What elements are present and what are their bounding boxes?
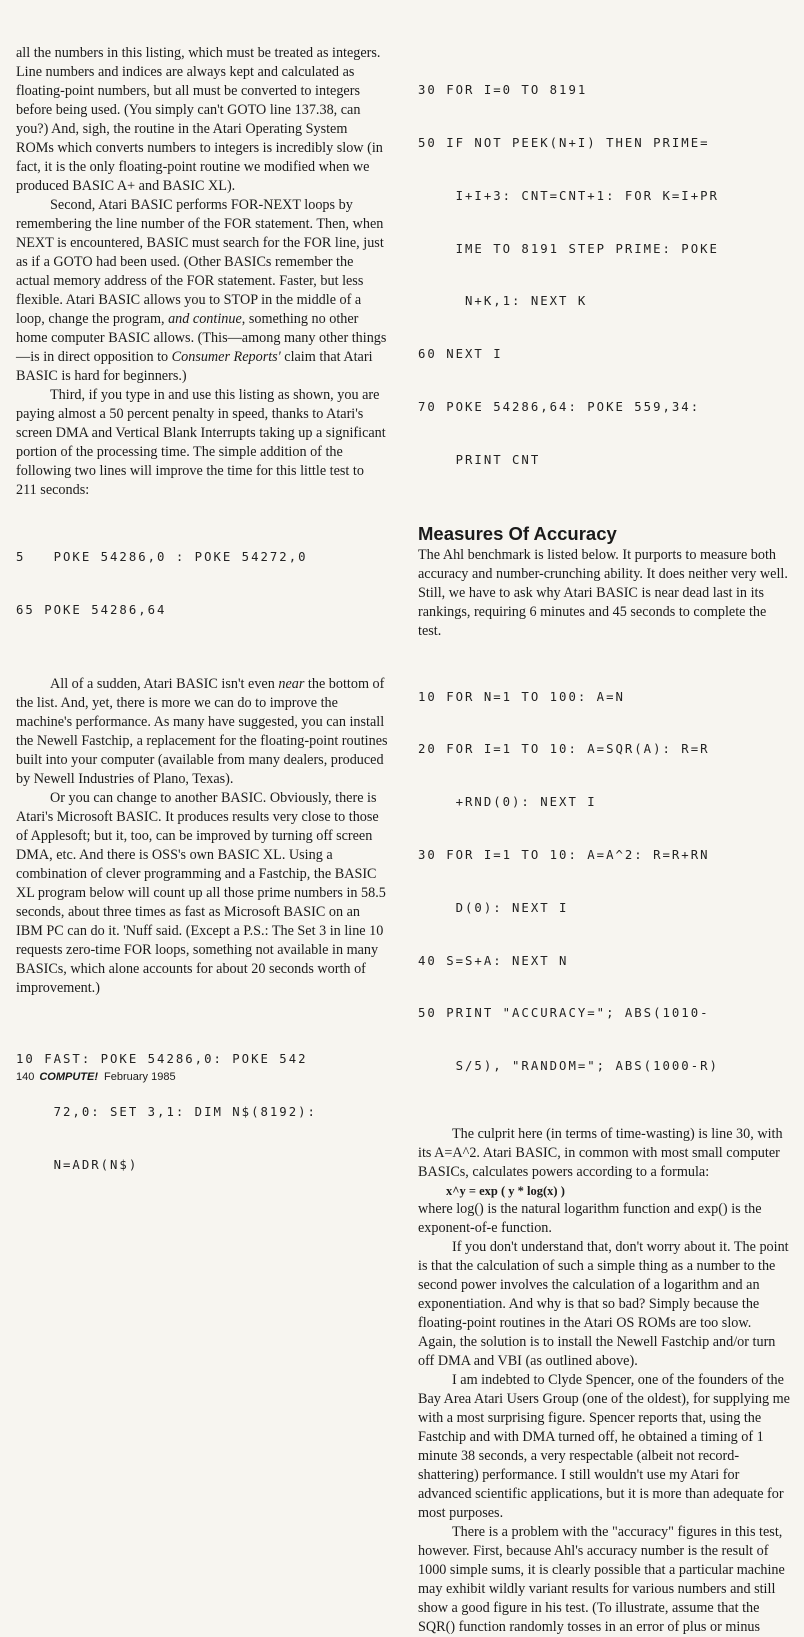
- code-line: +RND(0): NEXT I: [418, 795, 597, 810]
- code-listing-4: [418, 653, 790, 1110]
- paragraph-4: [16, 675, 388, 789]
- code-line: 10 FOR N=1 TO 100: A=N: [418, 689, 625, 704]
- code-line: 50 IF NOT PEEK(N+I) THEN PRIME=: [418, 135, 710, 150]
- paragraph-3: Third, if you type in and use this listing as shown, you are paying almost a 50 percent penalty in speed, thanks to Atari's screen DMA and Vertical Blank Interrupts taking up a significant portion of the processing time. The simple addition of the following two lines will improve the time for this little test to 211 seconds:: [16, 387, 386, 498]
- p4-text-a: All of a sudden, Atari BASIC isn't even: [50, 675, 279, 692]
- p2-text-c: claim that Atari BASIC is hard for beginners.): [16, 349, 373, 384]
- code-line: 30 FOR I=1 TO 10: A=A^2: R=R+RN: [418, 847, 710, 862]
- page-number: 140: [16, 1071, 35, 1083]
- section-heading: Measures Of Accuracy: [418, 523, 617, 545]
- code-listing-2: [16, 1016, 388, 1210]
- paragraph-9: If you don't understand that, don't worry about it. The point is that the calculation of such a simple thing as a number to the second power involves the calculation of a logarithm and an exponentiation. And why is that so bad? Simply because the floating-point routines in the Atari OS ROMs are too slow. Again, the solution is to install the Newell Fastchip and/or turn off DMA and VBI (as outlined above).: [418, 1238, 789, 1369]
- code-listing-3: [418, 47, 790, 504]
- code-line: 50 PRINT "ACCURACY="; ABS(1010-: [418, 1006, 710, 1021]
- code-line: 70 POKE 54286,64: POKE 559,34:: [418, 399, 701, 414]
- code-line: IME TO 8191 STEP PRIME: POKE: [418, 241, 719, 256]
- paragraph-7: The culprit here (in terms of time-wasting) is line 30, with its A=A^2. Atari BASIC, in common with most small computer BASICs, calculates powers according to a formula:: [418, 1125, 783, 1180]
- p2-text-b: , something no other home computer BASIC allows. (This—among many other things—is in direct opposition to: [16, 311, 387, 365]
- paragraph-6: The Ahl benchmark is listed below. It purports to measure both accuracy and number-crunching ability. It does neither very well. Still, we have to ask why Atari BASIC is near dead last in its rankings, requiring 6 minutes and 45 seconds to complete the test.: [418, 547, 788, 640]
- code-line: 72,0: SET 3,1: DIM N$(8192):: [16, 1104, 317, 1119]
- code-line: S/5), "RANDOM="; ABS(1000-R): [418, 1059, 719, 1074]
- p2-emphasis-2: Consumer Reports': [171, 349, 281, 365]
- code-line: D(0): NEXT I: [418, 900, 569, 915]
- code-line: I+I+3: CNT=CNT+1: FOR K=I+PR: [418, 188, 719, 203]
- paragraph-11: There is a problem with the "accuracy" figures in this test, however. First, because Ahl's accuracy number is the result of 1000 simple sums, it is clearly possible that a particular machine may exhibit wildly variant results for various numbers and still show a good figure in his test. (To illustrate, assume that the SQR() function randomly tosses in an error of plus or minus: [418, 1523, 785, 1635]
- code-line: 65 POKE 54286,64: [16, 602, 167, 617]
- p4-emphasis: near: [278, 675, 305, 692]
- code-line: N+K,1: NEXT K: [418, 294, 588, 309]
- left-column: [16, 44, 388, 1209]
- page-footer: [16, 1071, 176, 1083]
- paragraph-5: Or you can change to another BASIC. Obviously, there is Atari's Microsoft BASIC. It produces results very close to those of Applesoft; but it, too, can be improved by turning off screen DMA, etc. And there is OSS's own BASIC XL. Using a combination of clever programming and a Fastchip, the BASIC XL program below will count up all those prime numbers in 58.5 seconds, about three times as fast as Microsoft BASIC on an IBM PC can do it. 'Nuff said. (Except a P.S.: The Set 3 in line 10 requests zero-time FOR loops, something not available in many BASICs, which alone accounts for about 20 seconds worth of improvement.): [16, 789, 386, 996]
- paragraph-8: where log() is the natural logarithm function and exp() is the exponent-of-e function.: [418, 1200, 762, 1236]
- issue-date: February 1985: [104, 1071, 176, 1083]
- code-line: 40 S=S+A: NEXT N: [418, 953, 569, 968]
- magazine-name: COMPUTE!: [39, 1071, 99, 1083]
- code-line: 60 NEXT I: [418, 347, 503, 362]
- code-line: PRINT CNT: [418, 452, 541, 467]
- p2-text-a: Second, Atari BASIC performs FOR-NEXT loops by remembering the line number of the FOR statement. Then, when NEXT is encountered, BASIC must search for the FOR line, just as if a GOTO had been used. (Other BASICs remember the actual memory address of the FOR statement. Faster, but less flexible. Atari BASIC allows you to STOP in the middle of a loop, change the program,: [16, 197, 384, 327]
- paragraph-10: I am indebted to Clyde Spencer, one of the founders of the Bay Area Atari Users Group (one of the oldest), for supplying me with a most surprising figure. Spencer reports that, using the Fastchip and with DMA turned off, he obtained a timing of 1 minute 38 seconds, a very respectable (albeit not record-shattering) performance. I still wouldn't use my Atari for advanced scientific applications, but it is more than adequate for most purposes.: [418, 1371, 790, 1521]
- code-line: 30 FOR I=0 TO 8191: [418, 83, 588, 98]
- p4-text-b: the bottom of the list. And, yet, there is more we can do to improve the machine's performance. As many have suggested, you can install the Newell Fastchip, a replacement for the floating-point routines built into your computer (available from many dealers, produced by Newell Industries of Plano, Texas).: [16, 675, 388, 787]
- code-line: 5 POKE 54286,0 : POKE 54272,0: [16, 550, 308, 565]
- p2-emphasis: and continue: [168, 311, 242, 327]
- paragraph-2: [16, 196, 388, 386]
- code-listing-1: [16, 514, 388, 655]
- code-line: N=ADR(N$): [16, 1157, 139, 1172]
- formula: x^y = exp ( y * log(x) ): [446, 1183, 565, 1198]
- right-column: [418, 47, 790, 1637]
- code-line: 10 FAST: POKE 54286,0: POKE 542: [16, 1051, 308, 1066]
- paragraph-1: all the numbers in this listing, which must be treated as integers. Line numbers and indices are always kept and calculated as floating-point numbers, but all must be converted to integers before being used. (You simply can't GOTO line 137.38, can you?) And, sigh, the routine in the Atari Operating System ROMs which converts numbers to integers is incredibly slow (in fact, it is the only floating-point routine we modified when we produced BASIC A+ and BASIC XL).: [16, 45, 383, 194]
- code-line: 20 FOR I=1 TO 10: A=SQR(A): R=R: [418, 742, 710, 757]
